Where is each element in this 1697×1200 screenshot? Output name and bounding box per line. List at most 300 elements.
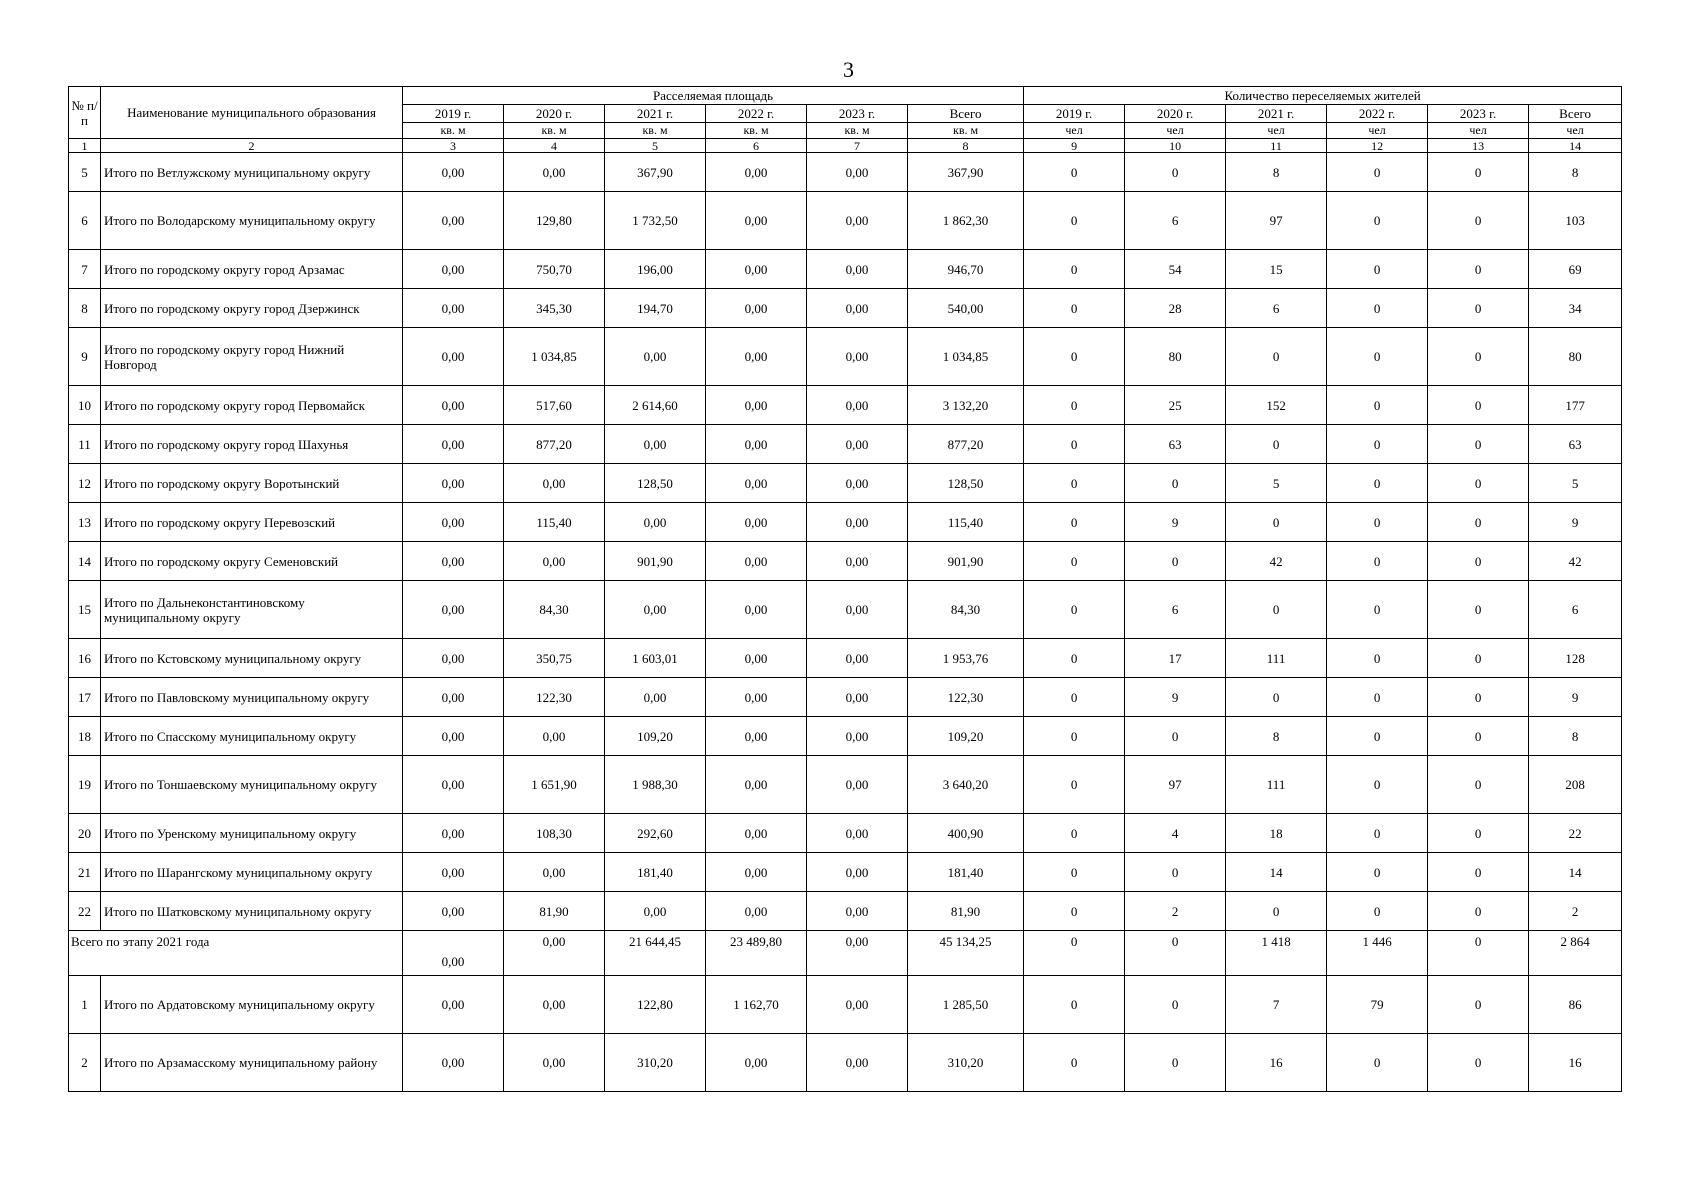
row-number: 13 — [69, 503, 101, 542]
row-value: 8 — [1226, 153, 1327, 192]
row-value: 0,00 — [706, 503, 807, 542]
row-value: 0 — [1428, 328, 1529, 386]
column-number: 7 — [807, 139, 908, 153]
header-unit: кв. м — [807, 123, 908, 139]
row-value: 0,00 — [706, 425, 807, 464]
row-value: 0 — [1226, 892, 1327, 931]
row-value: 0,00 — [706, 192, 807, 250]
row-value: 0,00 — [706, 153, 807, 192]
row-value: 0 — [1024, 814, 1125, 853]
table-row — [69, 328, 1622, 386]
header-unit: чел — [1529, 123, 1622, 139]
row-value: 0 — [1428, 853, 1529, 892]
row-value: 0,00 — [706, 717, 807, 756]
row-value: 0 — [1428, 250, 1529, 289]
row-name: Итого по Уренскому муниципальному округу — [101, 814, 403, 853]
total-value: 2 864 — [1529, 931, 1622, 976]
row-value: 6 — [1125, 192, 1226, 250]
table-row — [69, 289, 1622, 328]
row-number: 7 — [69, 250, 101, 289]
header-unit: кв. м — [403, 123, 504, 139]
row-value: 0,00 — [403, 153, 504, 192]
row-name: Итого по городскому округу Семеновский — [101, 542, 403, 581]
row-value: 0 — [1024, 639, 1125, 678]
header-unit: кв. м — [605, 123, 706, 139]
row-value: 0,00 — [403, 250, 504, 289]
row-value: 0 — [1327, 503, 1428, 542]
row-value: 0,00 — [403, 581, 504, 639]
row-value: 0,00 — [504, 542, 605, 581]
row-value: 946,70 — [908, 250, 1024, 289]
row-value: 0 — [1125, 542, 1226, 581]
row-value: 0 — [1125, 853, 1226, 892]
row-value: 18 — [1226, 814, 1327, 853]
row-value: 0,00 — [807, 542, 908, 581]
row-value: 0,00 — [403, 717, 504, 756]
row-value: 0,00 — [706, 678, 807, 717]
row-value: 0,00 — [807, 814, 908, 853]
table-row — [69, 853, 1622, 892]
row-value: 0 — [1024, 153, 1125, 192]
row-value: 0,00 — [807, 853, 908, 892]
row-name: Итого по городскому округу город Дзержинск — [101, 289, 403, 328]
column-number: 3 — [403, 139, 504, 153]
column-number: 9 — [1024, 139, 1125, 153]
row-value: 129,80 — [504, 192, 605, 250]
table-row — [69, 581, 1622, 639]
column-number: 14 — [1529, 139, 1622, 153]
row-value: 34 — [1529, 289, 1622, 328]
row-value: 81,90 — [908, 892, 1024, 931]
column-number: 13 — [1428, 139, 1529, 153]
row-value: 63 — [1125, 425, 1226, 464]
row-name: Итого по городскому округу Перевозский — [101, 503, 403, 542]
row-value: 0 — [1428, 503, 1529, 542]
table-row — [69, 425, 1622, 464]
total-label: Всего по этапу 2021 года — [69, 931, 403, 976]
row-value: 0,00 — [706, 892, 807, 931]
header-year: 2021 г. — [1226, 105, 1327, 123]
header-year: 2019 г. — [403, 105, 504, 123]
row-value: 0,00 — [706, 756, 807, 814]
row-value: 0,00 — [706, 581, 807, 639]
row-name: Итого по городскому округу город Нижний Новгород — [101, 328, 403, 386]
row-value: 350,75 — [504, 639, 605, 678]
header-year: 2023 г. — [807, 105, 908, 123]
row-value: 901,90 — [908, 542, 1024, 581]
row-value: 901,90 — [605, 542, 706, 581]
row-value: 310,20 — [605, 1034, 706, 1092]
table-row — [69, 464, 1622, 503]
row-value: 0 — [1226, 678, 1327, 717]
row-value: 0 — [1024, 289, 1125, 328]
row-value: 181,40 — [908, 853, 1024, 892]
row-number: 21 — [69, 853, 101, 892]
row-value: 0,00 — [605, 892, 706, 931]
row-name: Итого по Ветлужскому муниципальному округу — [101, 153, 403, 192]
row-value: 3 132,20 — [908, 386, 1024, 425]
row-value: 0 — [1327, 464, 1428, 503]
row-value: 0 — [1428, 639, 1529, 678]
row-value: 28 — [1125, 289, 1226, 328]
table-row — [69, 542, 1622, 581]
row-value: 0,00 — [807, 192, 908, 250]
row-value: 0 — [1024, 892, 1125, 931]
row-value: 0,00 — [605, 328, 706, 386]
row-value: 0 — [1024, 464, 1125, 503]
row-value: 103 — [1529, 192, 1622, 250]
row-value: 0,00 — [807, 386, 908, 425]
row-value: 0,00 — [706, 328, 807, 386]
row-value: 0,00 — [403, 386, 504, 425]
row-value: 367,90 — [605, 153, 706, 192]
row-value: 1 034,85 — [908, 328, 1024, 386]
total-value: 21 644,45 — [605, 931, 706, 976]
row-value: 0 — [1428, 717, 1529, 756]
row-value: 0,00 — [403, 678, 504, 717]
table-row — [69, 976, 1622, 1034]
row-value: 128,50 — [908, 464, 1024, 503]
row-value: 0,00 — [807, 250, 908, 289]
row-value: 97 — [1125, 756, 1226, 814]
row-value: 5 — [1226, 464, 1327, 503]
row-value: 80 — [1529, 328, 1622, 386]
row-value: 42 — [1529, 542, 1622, 581]
row-value: 0,00 — [403, 814, 504, 853]
row-value: 0,00 — [807, 464, 908, 503]
row-value: 0,00 — [807, 425, 908, 464]
row-value: 0,00 — [807, 153, 908, 192]
row-value: 0,00 — [504, 1034, 605, 1092]
row-value: 194,70 — [605, 289, 706, 328]
row-name: Итого по Арзамасскому муниципальному району — [101, 1034, 403, 1092]
column-number: 12 — [1327, 139, 1428, 153]
row-value: 0,00 — [403, 464, 504, 503]
header-year: 2023 г. — [1428, 105, 1529, 123]
row-value: 0 — [1327, 1034, 1428, 1092]
row-value: 0 — [1226, 503, 1327, 542]
header-num: № п/п — [69, 87, 101, 139]
row-number: 18 — [69, 717, 101, 756]
row-value: 1 988,30 — [605, 756, 706, 814]
row-name: Итого по Тоншаевскому муниципальному округу — [101, 756, 403, 814]
row-name: Итого по Шатковскому муниципальному округу — [101, 892, 403, 931]
row-value: 115,40 — [504, 503, 605, 542]
row-value: 877,20 — [908, 425, 1024, 464]
row-value: 177 — [1529, 386, 1622, 425]
total-value: 1 446 — [1327, 931, 1428, 976]
header-unit: кв. м — [504, 123, 605, 139]
total-row — [69, 931, 1622, 976]
row-value: 0 — [1125, 976, 1226, 1034]
row-value: 4 — [1125, 814, 1226, 853]
header-year: 2021 г. — [605, 105, 706, 123]
row-number: 14 — [69, 542, 101, 581]
row-value: 0 — [1428, 892, 1529, 931]
row-value: 108,30 — [504, 814, 605, 853]
column-number: 5 — [605, 139, 706, 153]
header-area-group: Расселяемая площадь — [403, 87, 1024, 105]
row-value: 63 — [1529, 425, 1622, 464]
row-value: 1 651,90 — [504, 756, 605, 814]
row-value: 877,20 — [504, 425, 605, 464]
row-number: 12 — [69, 464, 101, 503]
row-value: 0,00 — [504, 853, 605, 892]
row-value: 0,00 — [807, 892, 908, 931]
row-number: 22 — [69, 892, 101, 931]
table-row — [69, 814, 1622, 853]
table-row — [69, 192, 1622, 250]
row-value: 750,70 — [504, 250, 605, 289]
row-value: 345,30 — [504, 289, 605, 328]
row-value: 0,00 — [807, 1034, 908, 1092]
column-number: 6 — [706, 139, 807, 153]
row-value: 0 — [1024, 425, 1125, 464]
column-number: 8 — [908, 139, 1024, 153]
row-value: 84,30 — [504, 581, 605, 639]
row-value: 69 — [1529, 250, 1622, 289]
row-value: 8 — [1529, 717, 1622, 756]
row-value: 0,00 — [403, 639, 504, 678]
column-number: 11 — [1226, 139, 1327, 153]
row-value: 0 — [1024, 503, 1125, 542]
header-unit: чел — [1226, 123, 1327, 139]
row-value: 17 — [1125, 639, 1226, 678]
row-value: 400,90 — [908, 814, 1024, 853]
row-value: 122,30 — [908, 678, 1024, 717]
row-name: Итого по Спасскому муниципальному округу — [101, 717, 403, 756]
row-value: 196,00 — [605, 250, 706, 289]
column-number: 1 — [69, 139, 101, 153]
row-value: 0,00 — [706, 853, 807, 892]
row-value: 0,00 — [807, 639, 908, 678]
total-value: 0 — [1024, 931, 1125, 976]
table-row — [69, 503, 1622, 542]
row-value: 111 — [1226, 639, 1327, 678]
row-value: 0 — [1226, 328, 1327, 386]
row-value: 15 — [1226, 250, 1327, 289]
row-value: 7 — [1226, 976, 1327, 1034]
header-year: Всего — [908, 105, 1024, 123]
row-value: 0 — [1024, 853, 1125, 892]
table-row — [69, 639, 1622, 678]
row-value: 9 — [1529, 503, 1622, 542]
row-value: 0 — [1327, 717, 1428, 756]
row-value: 14 — [1226, 853, 1327, 892]
row-value: 1 953,76 — [908, 639, 1024, 678]
row-number: 8 — [69, 289, 101, 328]
header-year: Всего — [1529, 105, 1622, 123]
header-unit: чел — [1327, 123, 1428, 139]
row-value: 54 — [1125, 250, 1226, 289]
row-value: 0,00 — [403, 542, 504, 581]
row-value: 0 — [1327, 289, 1428, 328]
row-value: 111 — [1226, 756, 1327, 814]
row-value: 0,00 — [504, 153, 605, 192]
row-number: 15 — [69, 581, 101, 639]
table-row — [69, 250, 1622, 289]
header-year: 2022 г. — [706, 105, 807, 123]
row-value: 0 — [1024, 717, 1125, 756]
row-value: 0,00 — [807, 717, 908, 756]
header-year: 2020 г. — [504, 105, 605, 123]
row-value: 1 732,50 — [605, 192, 706, 250]
header-unit: чел — [1428, 123, 1529, 139]
row-value: 0,00 — [807, 328, 908, 386]
row-value: 0,00 — [807, 289, 908, 328]
row-value: 122,30 — [504, 678, 605, 717]
row-value: 115,40 — [908, 503, 1024, 542]
row-value: 0,00 — [403, 192, 504, 250]
row-value: 0 — [1024, 581, 1125, 639]
row-value: 1 285,50 — [908, 976, 1024, 1034]
row-value: 0 — [1327, 328, 1428, 386]
row-value: 181,40 — [605, 853, 706, 892]
row-value: 0 — [1327, 386, 1428, 425]
row-value: 0 — [1024, 250, 1125, 289]
header-name: Наименование муниципального образования — [101, 87, 403, 139]
row-value: 0 — [1024, 976, 1125, 1034]
row-value: 0,00 — [706, 250, 807, 289]
row-value: 0,00 — [807, 678, 908, 717]
row-value: 0 — [1327, 581, 1428, 639]
row-value: 8 — [1529, 153, 1622, 192]
row-value: 0,00 — [504, 976, 605, 1034]
header-year: 2019 г. — [1024, 105, 1125, 123]
table-row — [69, 678, 1622, 717]
row-value: 0 — [1125, 464, 1226, 503]
row-name: Итого по городскому округу Воротынский — [101, 464, 403, 503]
row-value: 16 — [1226, 1034, 1327, 1092]
row-value: 6 — [1125, 581, 1226, 639]
row-name: Итого по Ардатовскому муниципальному округу — [101, 976, 403, 1034]
row-value: 0 — [1327, 192, 1428, 250]
row-value: 0,00 — [605, 581, 706, 639]
row-value: 16 — [1529, 1034, 1622, 1092]
row-value: 0 — [1327, 425, 1428, 464]
row-number: 11 — [69, 425, 101, 464]
row-value: 128 — [1529, 639, 1622, 678]
row-value: 0 — [1024, 192, 1125, 250]
header-unit: кв. м — [706, 123, 807, 139]
total-value: 0,00 — [403, 931, 504, 976]
row-value: 1 034,85 — [504, 328, 605, 386]
row-value: 0 — [1428, 153, 1529, 192]
row-value: 0,00 — [403, 976, 504, 1034]
row-name: Итого по городскому округу город Первомайск — [101, 386, 403, 425]
row-value: 0,00 — [706, 814, 807, 853]
row-value: 0 — [1024, 756, 1125, 814]
row-value: 2 614,60 — [605, 386, 706, 425]
row-value: 310,20 — [908, 1034, 1024, 1092]
row-value: 79 — [1327, 976, 1428, 1034]
header-unit: чел — [1125, 123, 1226, 139]
row-value: 6 — [1529, 581, 1622, 639]
table-row — [69, 1034, 1622, 1092]
row-value: 0 — [1428, 581, 1529, 639]
row-value: 0 — [1327, 853, 1428, 892]
row-value: 0 — [1226, 581, 1327, 639]
row-value: 0 — [1327, 892, 1428, 931]
row-value: 84,30 — [908, 581, 1024, 639]
row-value: 14 — [1529, 853, 1622, 892]
row-value: 0,00 — [403, 1034, 504, 1092]
row-value: 0 — [1024, 1034, 1125, 1092]
row-value: 0 — [1125, 717, 1226, 756]
row-value: 1 862,30 — [908, 192, 1024, 250]
row-value: 0,00 — [403, 425, 504, 464]
row-value: 0,00 — [706, 1034, 807, 1092]
row-number: 20 — [69, 814, 101, 853]
row-value: 0,00 — [403, 503, 504, 542]
table-row — [69, 386, 1622, 425]
table-row — [69, 717, 1622, 756]
total-value: 0 — [1125, 931, 1226, 976]
row-value: 0 — [1428, 756, 1529, 814]
row-value: 0,00 — [504, 717, 605, 756]
row-value: 0 — [1024, 386, 1125, 425]
row-name: Итого по Павловскому муниципальному округу — [101, 678, 403, 717]
row-value: 5 — [1529, 464, 1622, 503]
row-value: 0 — [1226, 425, 1327, 464]
row-value: 0 — [1125, 153, 1226, 192]
row-value: 0,00 — [403, 853, 504, 892]
column-number: 2 — [101, 139, 403, 153]
row-value: 540,00 — [908, 289, 1024, 328]
row-value: 0,00 — [706, 464, 807, 503]
row-value: 0 — [1428, 464, 1529, 503]
row-value: 0 — [1125, 1034, 1226, 1092]
column-number: 4 — [504, 139, 605, 153]
row-value: 208 — [1529, 756, 1622, 814]
row-value: 0 — [1428, 289, 1529, 328]
row-value: 0,00 — [706, 289, 807, 328]
row-value: 3 640,20 — [908, 756, 1024, 814]
row-name: Итого по Шарангскому муниципальному округу — [101, 853, 403, 892]
row-name: Итого по Володарскому муниципальному округу — [101, 192, 403, 250]
row-number: 5 — [69, 153, 101, 192]
header-year: 2020 г. — [1125, 105, 1226, 123]
row-value: 292,60 — [605, 814, 706, 853]
row-value: 0 — [1428, 192, 1529, 250]
total-value: 23 489,80 — [706, 931, 807, 976]
row-value: 0 — [1428, 678, 1529, 717]
resettlement-table — [68, 86, 1622, 1092]
row-value: 0,00 — [807, 976, 908, 1034]
row-name: Итого по Кстовскому муниципальному округу — [101, 639, 403, 678]
total-value: 45 134,25 — [908, 931, 1024, 976]
row-value: 0,00 — [706, 386, 807, 425]
row-value: 367,90 — [908, 153, 1024, 192]
total-value: 1 418 — [1226, 931, 1327, 976]
row-value: 0,00 — [403, 289, 504, 328]
header-residents-group: Количество переселяемых жителей — [1024, 87, 1622, 105]
row-value: 97 — [1226, 192, 1327, 250]
row-value: 22 — [1529, 814, 1622, 853]
row-value: 0,00 — [807, 503, 908, 542]
row-value: 0,00 — [403, 892, 504, 931]
row-value: 1 162,70 — [706, 976, 807, 1034]
row-value: 8 — [1226, 717, 1327, 756]
row-value: 0,00 — [605, 678, 706, 717]
row-name: Итого по Дальнеконстантиновскому муниципальному округу — [101, 581, 403, 639]
row-value: 1 603,01 — [605, 639, 706, 678]
row-value: 0 — [1428, 814, 1529, 853]
row-value: 0 — [1327, 639, 1428, 678]
row-value: 0,00 — [403, 328, 504, 386]
table-row — [69, 892, 1622, 931]
row-value: 0,00 — [706, 639, 807, 678]
